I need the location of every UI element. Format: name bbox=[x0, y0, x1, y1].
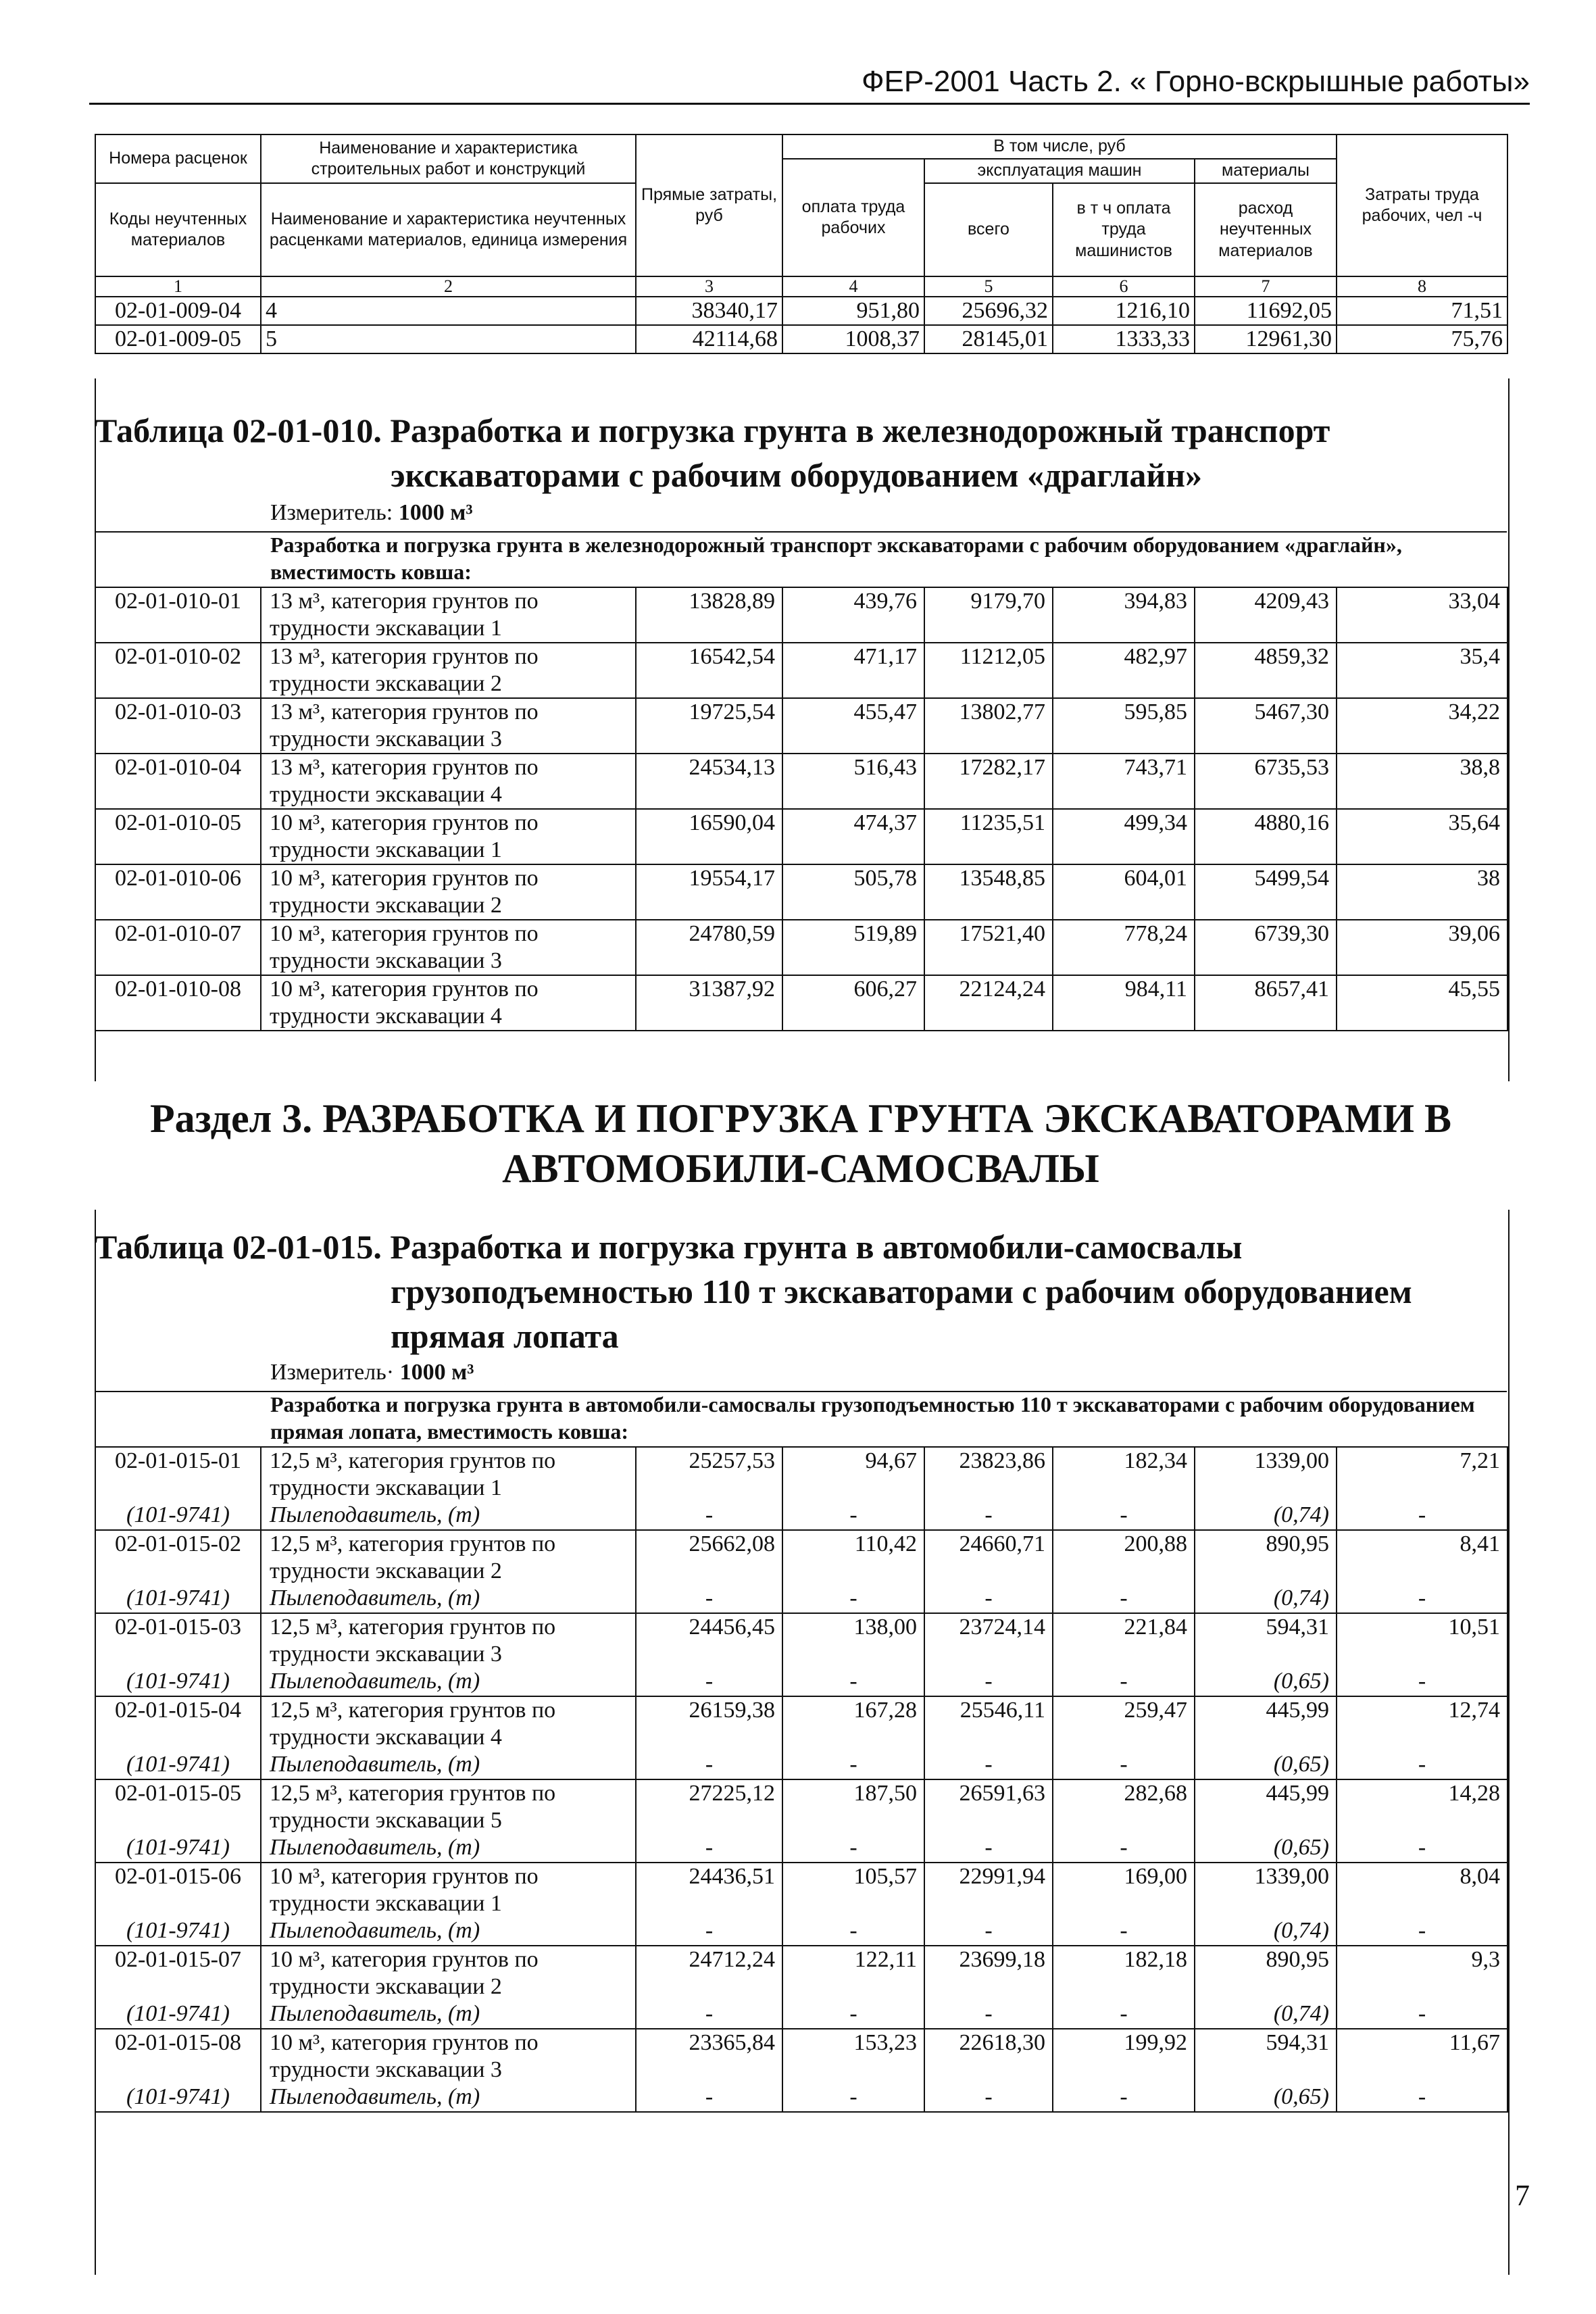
section-heading-line: АВТОМОБИЛИ-САМОСВАЛЫ bbox=[502, 1146, 1099, 1191]
dash-cell: - bbox=[782, 2084, 924, 2112]
header-cell-codes-top: Номера расценок bbox=[95, 134, 261, 183]
value-cell: 1216,10 bbox=[1053, 297, 1195, 325]
dash-cell: - bbox=[636, 1585, 782, 1613]
rate-code: 02-01-015-07 bbox=[95, 1946, 261, 2000]
rate-name: 4 bbox=[261, 297, 636, 325]
value-cell: 604,01 bbox=[1053, 864, 1195, 920]
column-number: 7 bbox=[1195, 276, 1337, 297]
rate-name: 10 м³, категория грунтов по трудности экскавации 2 bbox=[261, 864, 636, 920]
material-code: (101-9741) bbox=[95, 2000, 261, 2029]
column-number: 3 bbox=[636, 276, 782, 297]
dash-cell: - bbox=[1053, 2000, 1195, 2029]
value-cell: 17521,40 bbox=[924, 920, 1053, 975]
dash-cell: - bbox=[782, 1751, 924, 1779]
dash-cell: - bbox=[782, 1502, 924, 1530]
rate-code: 02-01-015-03 bbox=[95, 1613, 261, 1668]
column-number: 5 bbox=[924, 276, 1053, 297]
material-quantity: (0,74) bbox=[1195, 2000, 1337, 2029]
section-heading bbox=[95, 1093, 1507, 1193]
dash-cell: - bbox=[1053, 1502, 1195, 1530]
column-number: 1 bbox=[95, 276, 261, 297]
value-cell: 182,34 bbox=[1053, 1447, 1195, 1502]
dash-cell: - bbox=[636, 2084, 782, 2112]
table-row bbox=[95, 1779, 1507, 1834]
rate-code: 02-01-015-06 bbox=[95, 1863, 261, 1917]
dash-cell: - bbox=[1053, 1585, 1195, 1613]
running-head: ФЕР-2001 Часть 2. « Горно-вскрышные работы» bbox=[862, 65, 1530, 98]
value-cell: 12,74 bbox=[1337, 1696, 1507, 1751]
dash-cell: - bbox=[1053, 1751, 1195, 1779]
value-cell: 594,31 bbox=[1195, 1613, 1337, 1668]
material-name: Пылеподавитель, (т) bbox=[261, 2084, 636, 2112]
value-cell: 595,85 bbox=[1053, 698, 1195, 754]
table-title-line: прямая лопата bbox=[391, 1317, 619, 1355]
value-cell: 35,4 bbox=[1337, 643, 1507, 698]
value-cell: 11235,51 bbox=[924, 809, 1053, 864]
material-code: (101-9741) bbox=[95, 1502, 261, 1530]
rate-code: 02-01-010-02 bbox=[95, 643, 261, 698]
rate-code: 02-01-010-04 bbox=[95, 754, 261, 809]
value-cell: 38 bbox=[1337, 864, 1507, 920]
rate-code: 02-01-010-07 bbox=[95, 920, 261, 975]
rate-code: 02-01-010-03 bbox=[95, 698, 261, 754]
rate-code: 02-01-010-08 bbox=[95, 975, 261, 1031]
value-cell: 5499,54 bbox=[1195, 864, 1337, 920]
value-cell: 7,21 bbox=[1337, 1447, 1507, 1502]
value-cell: 45,55 bbox=[1337, 975, 1507, 1031]
value-cell: 38340,17 bbox=[636, 297, 782, 325]
value-cell: 951,80 bbox=[782, 297, 924, 325]
value-cell: 110,42 bbox=[782, 1530, 924, 1585]
value-cell: 282,68 bbox=[1053, 1779, 1195, 1834]
dash-cell: - bbox=[782, 1917, 924, 1946]
rate-name: 10 м³, категория грунтов по трудности экскавации 3 bbox=[261, 920, 636, 975]
material-code: (101-9741) bbox=[95, 2084, 261, 2112]
value-cell: 259,47 bbox=[1053, 1696, 1195, 1751]
value-cell: 23365,84 bbox=[636, 2029, 782, 2084]
value-cell: 516,43 bbox=[782, 754, 924, 809]
material-row bbox=[95, 1668, 1507, 1696]
value-cell: 24660,71 bbox=[924, 1530, 1053, 1585]
value-cell: 8657,41 bbox=[1195, 975, 1337, 1031]
value-cell: 606,27 bbox=[782, 975, 924, 1031]
rate-name: 5 bbox=[261, 325, 636, 353]
dash-cell: - bbox=[1337, 2000, 1507, 2029]
dash-cell: - bbox=[1337, 2084, 1507, 2112]
value-cell: 519,89 bbox=[782, 920, 924, 975]
value-cell: 24436,51 bbox=[636, 1863, 782, 1917]
value-cell: 75,76 bbox=[1337, 325, 1507, 353]
header-cell-machines: эксплуатация машин bbox=[924, 159, 1195, 183]
value-cell: 26591,63 bbox=[924, 1779, 1053, 1834]
dash-cell: - bbox=[924, 2084, 1053, 2112]
measure-value: 1000 м³ bbox=[399, 1360, 474, 1385]
value-cell: 10,51 bbox=[1337, 1613, 1507, 1668]
table-row bbox=[95, 1447, 1507, 1502]
table-row bbox=[95, 1613, 1507, 1668]
value-cell: 482,97 bbox=[1053, 643, 1195, 698]
value-cell: 33,04 bbox=[1337, 587, 1507, 643]
material-quantity: (0,65) bbox=[1195, 2084, 1337, 2112]
rate-code: 02-01-010-01 bbox=[95, 587, 261, 643]
value-cell: 474,37 bbox=[782, 809, 924, 864]
value-cell: 23724,14 bbox=[924, 1613, 1053, 1668]
material-code: (101-9741) bbox=[95, 1585, 261, 1613]
table-title-015 bbox=[95, 1225, 1412, 1358]
table-row bbox=[95, 864, 1507, 920]
value-cell: 94,67 bbox=[782, 1447, 924, 1502]
rate-name: 12,5 м³, категория грунтов по трудности экскавации 1 bbox=[261, 1447, 636, 1502]
dash-cell: - bbox=[1053, 1834, 1195, 1863]
value-cell: 1008,37 bbox=[782, 325, 924, 353]
value-cell: 24780,59 bbox=[636, 920, 782, 975]
material-quantity: (0,74) bbox=[1195, 1917, 1337, 1946]
material-row bbox=[95, 1917, 1507, 1946]
dash-cell: - bbox=[1053, 2084, 1195, 2112]
value-cell: 5467,30 bbox=[1195, 698, 1337, 754]
value-cell: 34,22 bbox=[1337, 698, 1507, 754]
value-cell: 71,51 bbox=[1337, 297, 1507, 325]
value-cell: 13802,77 bbox=[924, 698, 1053, 754]
material-name: Пылеподавитель, (т) bbox=[261, 1751, 636, 1779]
value-cell: 1339,00 bbox=[1195, 1447, 1337, 1502]
value-cell: 199,92 bbox=[1053, 2029, 1195, 2084]
value-cell: 13548,85 bbox=[924, 864, 1053, 920]
table-015-body bbox=[95, 1446, 1508, 2113]
measure-label: Измеритель· bbox=[270, 1360, 395, 1385]
value-cell: 25546,11 bbox=[924, 1696, 1053, 1751]
dash-cell: - bbox=[1053, 1917, 1195, 1946]
column-header-table bbox=[95, 134, 1508, 354]
rate-code: 02-01-010-06 bbox=[95, 864, 261, 920]
value-cell: 25257,53 bbox=[636, 1447, 782, 1502]
rate-code: 02-01-015-08 bbox=[95, 2029, 261, 2084]
table-title-line: Таблица 02-01-015. Разработка и погрузка грунта в автомобили-самосвалы bbox=[95, 1228, 1243, 1266]
value-cell: 35,64 bbox=[1337, 809, 1507, 864]
rate-code: 02-01-009-04 bbox=[95, 297, 261, 325]
table-row bbox=[95, 1696, 1507, 1751]
rate-name: 13 м³, категория грунтов по трудности экскавации 2 bbox=[261, 643, 636, 698]
value-cell: 505,78 bbox=[782, 864, 924, 920]
value-cell: 499,34 bbox=[1053, 809, 1195, 864]
rate-name: 13 м³, категория грунтов по трудности экскавации 4 bbox=[261, 754, 636, 809]
value-cell: 11212,05 bbox=[924, 643, 1053, 698]
table-row bbox=[95, 1946, 1507, 2000]
value-cell: 221,84 bbox=[1053, 1613, 1195, 1668]
dash-cell: - bbox=[1053, 1668, 1195, 1696]
rate-name: 12,5 м³, категория грунтов по трудности экскавации 3 bbox=[261, 1613, 636, 1668]
value-cell: 27225,12 bbox=[636, 1779, 782, 1834]
rate-code: 02-01-015-01 bbox=[95, 1447, 261, 1502]
value-cell: 22618,30 bbox=[924, 2029, 1053, 2084]
column-number: 2 bbox=[261, 276, 636, 297]
header-cell-unaccounted-materials: расход неучтенных материалов bbox=[1195, 183, 1337, 276]
rate-name: 10 м³, категория грунтов по трудности экскавации 4 bbox=[261, 975, 636, 1031]
material-code: (101-9741) bbox=[95, 1668, 261, 1696]
rate-name: 13 м³, категория грунтов по трудности экскавации 3 bbox=[261, 698, 636, 754]
value-cell: 12961,30 bbox=[1195, 325, 1337, 353]
header-cell-machines-total: всего bbox=[924, 183, 1053, 276]
value-cell: 17282,17 bbox=[924, 754, 1053, 809]
material-row bbox=[95, 2084, 1507, 2112]
table-row bbox=[95, 587, 1507, 643]
value-cell: 16590,04 bbox=[636, 809, 782, 864]
value-cell: 984,11 bbox=[1053, 975, 1195, 1031]
material-name: Пылеподавитель, (т) bbox=[261, 1502, 636, 1530]
value-cell: 42114,68 bbox=[636, 325, 782, 353]
value-cell: 16542,54 bbox=[636, 643, 782, 698]
value-cell: 26159,38 bbox=[636, 1696, 782, 1751]
material-quantity: (0,74) bbox=[1195, 1502, 1337, 1530]
dash-cell: - bbox=[1337, 1668, 1507, 1696]
value-cell: 167,28 bbox=[782, 1696, 924, 1751]
rate-name: 13 м³, категория грунтов по трудности экскавации 1 bbox=[261, 587, 636, 643]
dash-cell: - bbox=[636, 1502, 782, 1530]
header-cell-including: В том числе, руб bbox=[782, 134, 1337, 159]
dash-cell: - bbox=[1337, 1751, 1507, 1779]
material-row bbox=[95, 1834, 1507, 1863]
rate-name: 12,5 м³, категория грунтов по трудности экскавации 2 bbox=[261, 1530, 636, 1585]
table-row bbox=[95, 1530, 1507, 1585]
value-cell: 19554,17 bbox=[636, 864, 782, 920]
value-cell: 455,47 bbox=[782, 698, 924, 754]
material-quantity: (0,65) bbox=[1195, 1751, 1337, 1779]
material-name: Пылеподавитель, (т) bbox=[261, 1668, 636, 1696]
column-number: 4 bbox=[782, 276, 924, 297]
value-cell: 4859,32 bbox=[1195, 643, 1337, 698]
table-intro: Разработка и погрузка грунта в автомобили-самосвалы грузоподъемностью 110 т экскаваторами с рабочим оборудованием прямая лопата, вместимость ковша: bbox=[270, 1392, 1475, 1444]
material-code: (101-9741) bbox=[95, 1917, 261, 1946]
value-cell: 471,17 bbox=[782, 643, 924, 698]
value-cell: 9,3 bbox=[1337, 1946, 1507, 2000]
header-cell-labor: Затраты труда рабочих, чел -ч bbox=[1337, 134, 1507, 276]
value-cell: 8,04 bbox=[1337, 1863, 1507, 1917]
value-cell: 6739,30 bbox=[1195, 920, 1337, 975]
table-row bbox=[95, 325, 1507, 353]
header-cell-materials: материалы bbox=[1195, 159, 1337, 183]
table-010-body bbox=[95, 587, 1508, 1031]
value-cell: 39,06 bbox=[1337, 920, 1507, 975]
rate-code: 02-01-015-04 bbox=[95, 1696, 261, 1751]
column-number-row bbox=[95, 276, 1507, 297]
table-intro: Разработка и погрузка грунта в железнодорожный транспорт экскаваторами с рабочим оборудованием «драглайн», вместимость ковша: bbox=[270, 533, 1402, 584]
table-row bbox=[95, 975, 1507, 1031]
value-cell: 9179,70 bbox=[924, 587, 1053, 643]
material-code: (101-9741) bbox=[95, 1751, 261, 1779]
measure-label: Измеритель: bbox=[270, 500, 393, 525]
rate-code: 02-01-015-02 bbox=[95, 1530, 261, 1585]
dash-cell: - bbox=[1337, 1917, 1507, 1946]
value-cell: 138,00 bbox=[782, 1613, 924, 1668]
material-quantity: (0,65) bbox=[1195, 1668, 1337, 1696]
table-row bbox=[95, 1863, 1507, 1917]
section-heading-line: Раздел 3. РАЗРАБОТКА И ПОГРУЗКА ГРУНТА ЭКСКАВАТОРАМИ В bbox=[149, 1096, 1452, 1141]
table-title-line: экскаваторами с рабочим оборудованием «драглайн» bbox=[391, 456, 1203, 494]
measure-line bbox=[270, 1360, 474, 1385]
value-cell: 4880,16 bbox=[1195, 809, 1337, 864]
material-name: Пылеподавитель, (т) bbox=[261, 1585, 636, 1613]
value-cell: 187,50 bbox=[782, 1779, 924, 1834]
table-title-line: Таблица 02-01-010. Разработка и погрузка грунта в железнодорожный транспорт bbox=[95, 412, 1330, 449]
dash-cell: - bbox=[924, 2000, 1053, 2029]
rate-name: 10 м³, категория грунтов по трудности экскавации 1 bbox=[261, 1863, 636, 1917]
value-cell: 31387,92 bbox=[636, 975, 782, 1031]
dash-cell: - bbox=[1337, 1502, 1507, 1530]
value-cell: 169,00 bbox=[1053, 1863, 1195, 1917]
value-cell: 1333,33 bbox=[1053, 325, 1195, 353]
dash-cell: - bbox=[782, 1585, 924, 1613]
value-cell: 23699,18 bbox=[924, 1946, 1053, 2000]
header-cell-name-top: Наименование и характеристика строительных работ и конструкций bbox=[261, 134, 636, 183]
value-cell: 24456,45 bbox=[636, 1613, 782, 1668]
value-cell: 22124,24 bbox=[924, 975, 1053, 1031]
material-row bbox=[95, 1585, 1507, 1613]
value-cell: 200,88 bbox=[1053, 1530, 1195, 1585]
measure-line bbox=[270, 500, 473, 526]
table-row bbox=[95, 920, 1507, 975]
dash-cell: - bbox=[636, 1668, 782, 1696]
table-row bbox=[95, 2029, 1507, 2084]
dash-cell: - bbox=[924, 1917, 1053, 1946]
material-name: Пылеподавитель, (т) bbox=[261, 2000, 636, 2029]
dash-cell: - bbox=[782, 1834, 924, 1863]
value-cell: 24534,13 bbox=[636, 754, 782, 809]
dash-cell: - bbox=[636, 1751, 782, 1779]
dash-cell: - bbox=[636, 2000, 782, 2029]
rate-name: 12,5 м³, категория грунтов по трудности экскавации 4 bbox=[261, 1696, 636, 1751]
value-cell: 11692,05 bbox=[1195, 297, 1337, 325]
table-row bbox=[95, 754, 1507, 809]
dash-cell: - bbox=[636, 1834, 782, 1863]
material-quantity: (0,65) bbox=[1195, 1834, 1337, 1863]
dash-cell: - bbox=[782, 2000, 924, 2029]
material-row bbox=[95, 2000, 1507, 2029]
value-cell: 153,23 bbox=[782, 2029, 924, 2084]
material-name: Пылеподавитель, (т) bbox=[261, 1917, 636, 1946]
rate-name: 10 м³, категория грунтов по трудности экскавации 1 bbox=[261, 809, 636, 864]
table-title-010 bbox=[95, 408, 1330, 497]
dash-cell: - bbox=[924, 1502, 1053, 1530]
dash-cell: - bbox=[1337, 1834, 1507, 1863]
column-number: 8 bbox=[1337, 276, 1507, 297]
table-row bbox=[95, 809, 1507, 864]
table-row bbox=[95, 297, 1507, 325]
value-cell: 14,28 bbox=[1337, 1779, 1507, 1834]
header-rule bbox=[89, 103, 1530, 105]
header-cell-direct-costs: Прямые затраты, руб bbox=[636, 134, 782, 276]
rate-name: 10 м³, категория грунтов по трудности экскавации 3 bbox=[261, 2029, 636, 2084]
value-cell: 19725,54 bbox=[636, 698, 782, 754]
header-cell-wages: оплата труда рабочих bbox=[782, 159, 924, 276]
value-cell: 1339,00 bbox=[1195, 1863, 1337, 1917]
rate-name: 12,5 м³, категория грунтов по трудности экскавации 5 bbox=[261, 1779, 636, 1834]
value-cell: 22991,94 bbox=[924, 1863, 1053, 1917]
material-quantity: (0,74) bbox=[1195, 1585, 1337, 1613]
value-cell: 445,99 bbox=[1195, 1779, 1337, 1834]
dash-cell: - bbox=[924, 1751, 1053, 1779]
value-cell: 394,83 bbox=[1053, 587, 1195, 643]
value-cell: 8,41 bbox=[1337, 1530, 1507, 1585]
dash-cell: - bbox=[924, 1834, 1053, 1863]
value-cell: 25662,08 bbox=[636, 1530, 782, 1585]
header-cell-codes-bottom: Коды неучтенных материалов bbox=[95, 183, 261, 276]
page-number: 7 bbox=[1515, 2179, 1530, 2212]
rate-name: 10 м³, категория грунтов по трудности экскавации 2 bbox=[261, 1946, 636, 2000]
value-cell: 38,8 bbox=[1337, 754, 1507, 809]
rate-code: 02-01-009-05 bbox=[95, 325, 261, 353]
dash-cell: - bbox=[924, 1668, 1053, 1696]
rate-code: 02-01-015-05 bbox=[95, 1779, 261, 1834]
table-row bbox=[95, 698, 1507, 754]
value-cell: 28145,01 bbox=[924, 325, 1053, 353]
value-cell: 13828,89 bbox=[636, 587, 782, 643]
table-title-line: грузоподъемностью 110 т экскаваторами с рабочим оборудованием bbox=[391, 1273, 1412, 1310]
value-cell: 439,76 bbox=[782, 587, 924, 643]
value-cell: 105,57 bbox=[782, 1863, 924, 1917]
value-cell: 24712,24 bbox=[636, 1946, 782, 2000]
material-row bbox=[95, 1502, 1507, 1530]
header-cell-name-bottom: Наименование и характеристика неучтенных расценками материалов, единица измерения bbox=[261, 183, 636, 276]
rate-code: 02-01-010-05 bbox=[95, 809, 261, 864]
dash-cell: - bbox=[636, 1917, 782, 1946]
header-cell-machinists-wages: в т ч оплата труда машинистов bbox=[1053, 183, 1195, 276]
value-cell: 890,95 bbox=[1195, 1946, 1337, 2000]
material-code: (101-9741) bbox=[95, 1834, 261, 1863]
dash-cell: - bbox=[1337, 1585, 1507, 1613]
value-cell: 6735,53 bbox=[1195, 754, 1337, 809]
value-cell: 890,95 bbox=[1195, 1530, 1337, 1585]
value-cell: 743,71 bbox=[1053, 754, 1195, 809]
value-cell: 122,11 bbox=[782, 1946, 924, 2000]
measure-value: 1000 м³ bbox=[398, 500, 473, 525]
value-cell: 4209,43 bbox=[1195, 587, 1337, 643]
column-number: 6 bbox=[1053, 276, 1195, 297]
dash-cell: - bbox=[924, 1585, 1053, 1613]
value-cell: 594,31 bbox=[1195, 2029, 1337, 2084]
table-row bbox=[95, 643, 1507, 698]
dash-cell: - bbox=[782, 1668, 924, 1696]
value-cell: 25696,32 bbox=[924, 297, 1053, 325]
material-name: Пылеподавитель, (т) bbox=[261, 1834, 636, 1863]
material-row bbox=[95, 1751, 1507, 1779]
value-cell: 445,99 bbox=[1195, 1696, 1337, 1751]
value-cell: 11,67 bbox=[1337, 2029, 1507, 2084]
value-cell: 23823,86 bbox=[924, 1447, 1053, 1502]
value-cell: 182,18 bbox=[1053, 1946, 1195, 2000]
value-cell: 778,24 bbox=[1053, 920, 1195, 975]
